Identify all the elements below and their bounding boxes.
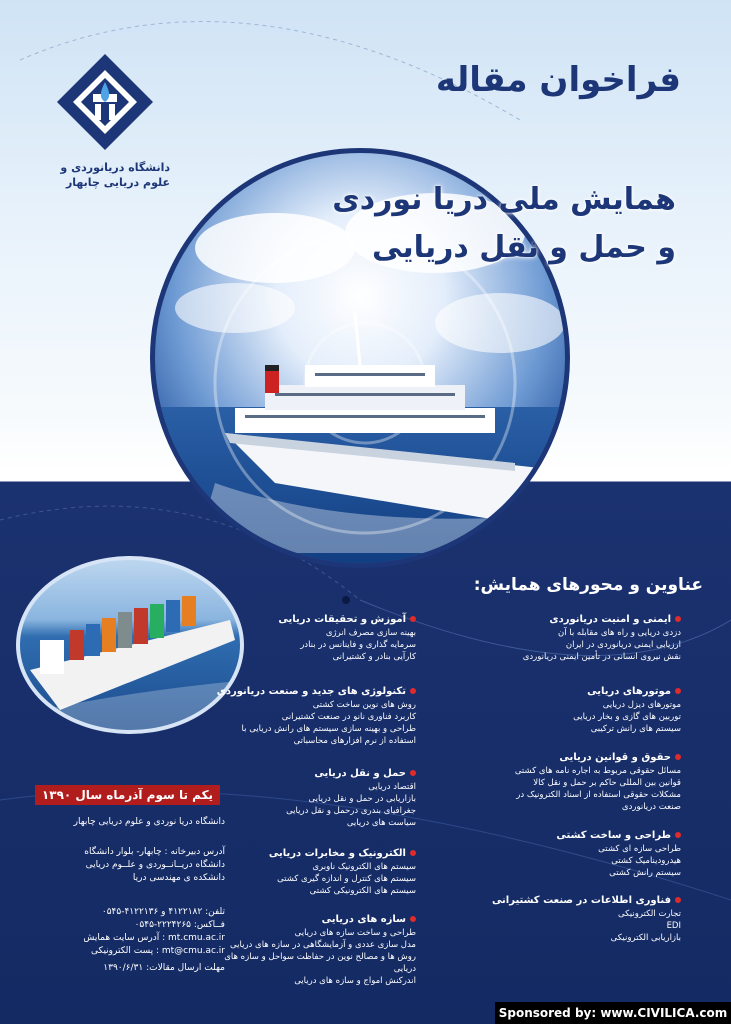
- topic-title: تکنولوژی های جدید و صنعت دریانوردی: [206, 684, 416, 699]
- topic-item: سیستم رانش کشتی: [609, 868, 681, 878]
- topic-item: نقش نیروی انسانی در تأمین ایمنی دریانوردی: [522, 652, 681, 662]
- address-line: آدرس دبیرخانه : چابهار- بلوار دانشگاه: [84, 847, 225, 857]
- topic-marine-electronics: [206, 846, 416, 897]
- topic-item: دریایی: [393, 964, 416, 974]
- event-date-banner: یکم تا سوم آذرماه سال ۱۳۹۰: [35, 785, 220, 805]
- topic-maritime-law: [461, 750, 681, 813]
- topic-item: سیاست های دریایی: [346, 818, 416, 828]
- topic-marine-structures: [206, 912, 416, 987]
- topics-heading: عناوین و محورهای همایش:: [473, 575, 703, 595]
- topic-item: توربین های گازی و بخار دریایی: [573, 712, 681, 722]
- topic-item: مدل سازی عددی و آزمایشگاهی در سازه های دریایی: [230, 940, 416, 950]
- topic-item: هیدرودینامیک کشتی: [611, 856, 681, 866]
- topic-title: فناوری اطلاعات در صنعت کشتیرانی: [461, 893, 681, 908]
- contact-info: [25, 906, 225, 975]
- call-for-papers-title: فراخوان مقاله: [435, 60, 681, 100]
- topic-item: سیستم های کنترل و اندازه گیری کشتی: [277, 874, 416, 884]
- topic-item: روش ها و مصالح نوین در حفاظت سواحل و سازه های: [224, 952, 416, 962]
- topic-item: سرمایه گذاری و فاینانس در بنادر: [300, 640, 416, 650]
- topic-title: سازه های دریایی: [206, 912, 416, 927]
- topic-title: موتورهای دریایی: [461, 684, 681, 699]
- topic-item: مشکلات حقوقی استفاده از اسناد الکترونیک در: [516, 790, 681, 800]
- topic-item: بازاریابی در حمل و نقل دریایی: [308, 794, 416, 804]
- topic-item: کاربرد فناوری نانو در صنعت کشتیرانی: [281, 712, 416, 722]
- topic-item: صنعت دریانوردی: [621, 802, 681, 812]
- topic-item: اندرکنش امواج و سازه های دریایی: [294, 976, 416, 986]
- address-line: دانشکده ی مهندسی دریا: [132, 873, 225, 883]
- topic-title: آموزش و تحقیقات دریایی: [206, 612, 416, 627]
- topic-title: حمل و نقل دریایی: [206, 766, 416, 781]
- topic-item: سیستم های الکترونیک ناوبری: [312, 862, 416, 872]
- topic-item: سیستم های الکترونیکی کشتی: [309, 886, 416, 896]
- topic-item: ارزیابی ایمنی دریانوردی در ایران: [565, 640, 681, 650]
- conference-title-line1: همایش ملی دریا نوردی: [332, 182, 676, 217]
- fax-number: فــاکس: ۲۲۲۴۲۶۵-۰۵۴۵: [134, 920, 225, 930]
- topic-item: بازاریابی الکترونیکی: [610, 933, 681, 943]
- topic-item: بهینه سازی مصرف انرژی: [325, 628, 416, 638]
- conference-title-line2: و حمل و نقل دریایی: [371, 230, 676, 265]
- conference-website[interactable]: mt.cmu.ac.ir : آدرس سایت همایش: [83, 933, 225, 943]
- university-name-line1: دانشگاه دریانوردی و: [60, 161, 170, 174]
- topic-title: ایمنی و امنیت دریانوردی: [461, 612, 681, 627]
- topic-item: طراحی و ساخت سازه های دریایی: [294, 928, 416, 938]
- topic-item: طراحی و بهینه سازی سیستم های رانش دریایی با: [241, 724, 416, 734]
- university-name-line2: علوم دریایی چابهار: [65, 176, 170, 189]
- topic-item: قوانین بین المللی حاکم بر حمل و نقل کالا: [533, 778, 681, 788]
- contact-email[interactable]: mt@cmu.ac.ir : پست الکترونیکی: [90, 946, 225, 956]
- host-university: دانشگاه دریا نوردی و علوم دریایی چابهار: [73, 817, 225, 827]
- topic-item: موتورهای دیزل دریایی: [602, 700, 681, 710]
- topic-item: طراحی سازه ای کشتی: [598, 844, 681, 854]
- conference-title: [296, 176, 676, 272]
- topic-maritime-transport: [206, 766, 416, 829]
- topic-item: اقتصاد دریایی: [368, 782, 416, 792]
- secretariat-address: [25, 846, 225, 885]
- topic-item: EDI: [666, 921, 681, 931]
- topic-title: الکترونیک و مخابرات دریایی: [206, 846, 416, 861]
- phone-number: تلفن: ۴۱۲۲۱۸۲ و ۴۱۲۲۱۳۶-۰۵۴۵: [101, 907, 225, 917]
- topic-item: مسائل حقوقی مربوط به اجاره نامه های کشتی: [514, 766, 681, 776]
- topic-item: جغرافیای بندری درحمل و نقل دریایی: [286, 806, 416, 816]
- topic-item: روش های نوین ساخت کشتی: [312, 700, 416, 710]
- topic-item: استفاده از نرم افزارهای محاسباتی: [293, 736, 416, 746]
- topic-item: دزدی دریایی و راه های مقابله با آن: [557, 628, 681, 638]
- topic-title: حقوق و قوانین دریایی: [461, 750, 681, 765]
- topic-new-technologies: [206, 684, 416, 747]
- topic-information-technology: [461, 893, 681, 944]
- university-logo: [55, 52, 155, 152]
- topic-marine-engines: [461, 684, 681, 735]
- topic-ship-design: [461, 828, 681, 879]
- topic-item: کارآیی بنادر و کشتیرانی: [332, 652, 416, 662]
- address-line: دانشگاه دریــانــوردی و علــوم دریایی: [85, 860, 225, 870]
- topic-item: سیستم های رانش ترکیبی: [590, 724, 681, 734]
- submission-deadline: مهلت ارسال مقالات: ۱۳۹۰/۶/۳۱: [103, 963, 225, 973]
- sponsor-link[interactable]: Sponsored by: www.CIVILICA.com: [495, 1002, 731, 1024]
- topic-maritime-safety: [461, 612, 681, 663]
- topic-item: تجارت الکترونیکی: [618, 909, 681, 919]
- topic-education-research: [206, 612, 416, 663]
- topic-title: طراحی و ساخت کشتی: [461, 828, 681, 843]
- university-name: [40, 160, 170, 190]
